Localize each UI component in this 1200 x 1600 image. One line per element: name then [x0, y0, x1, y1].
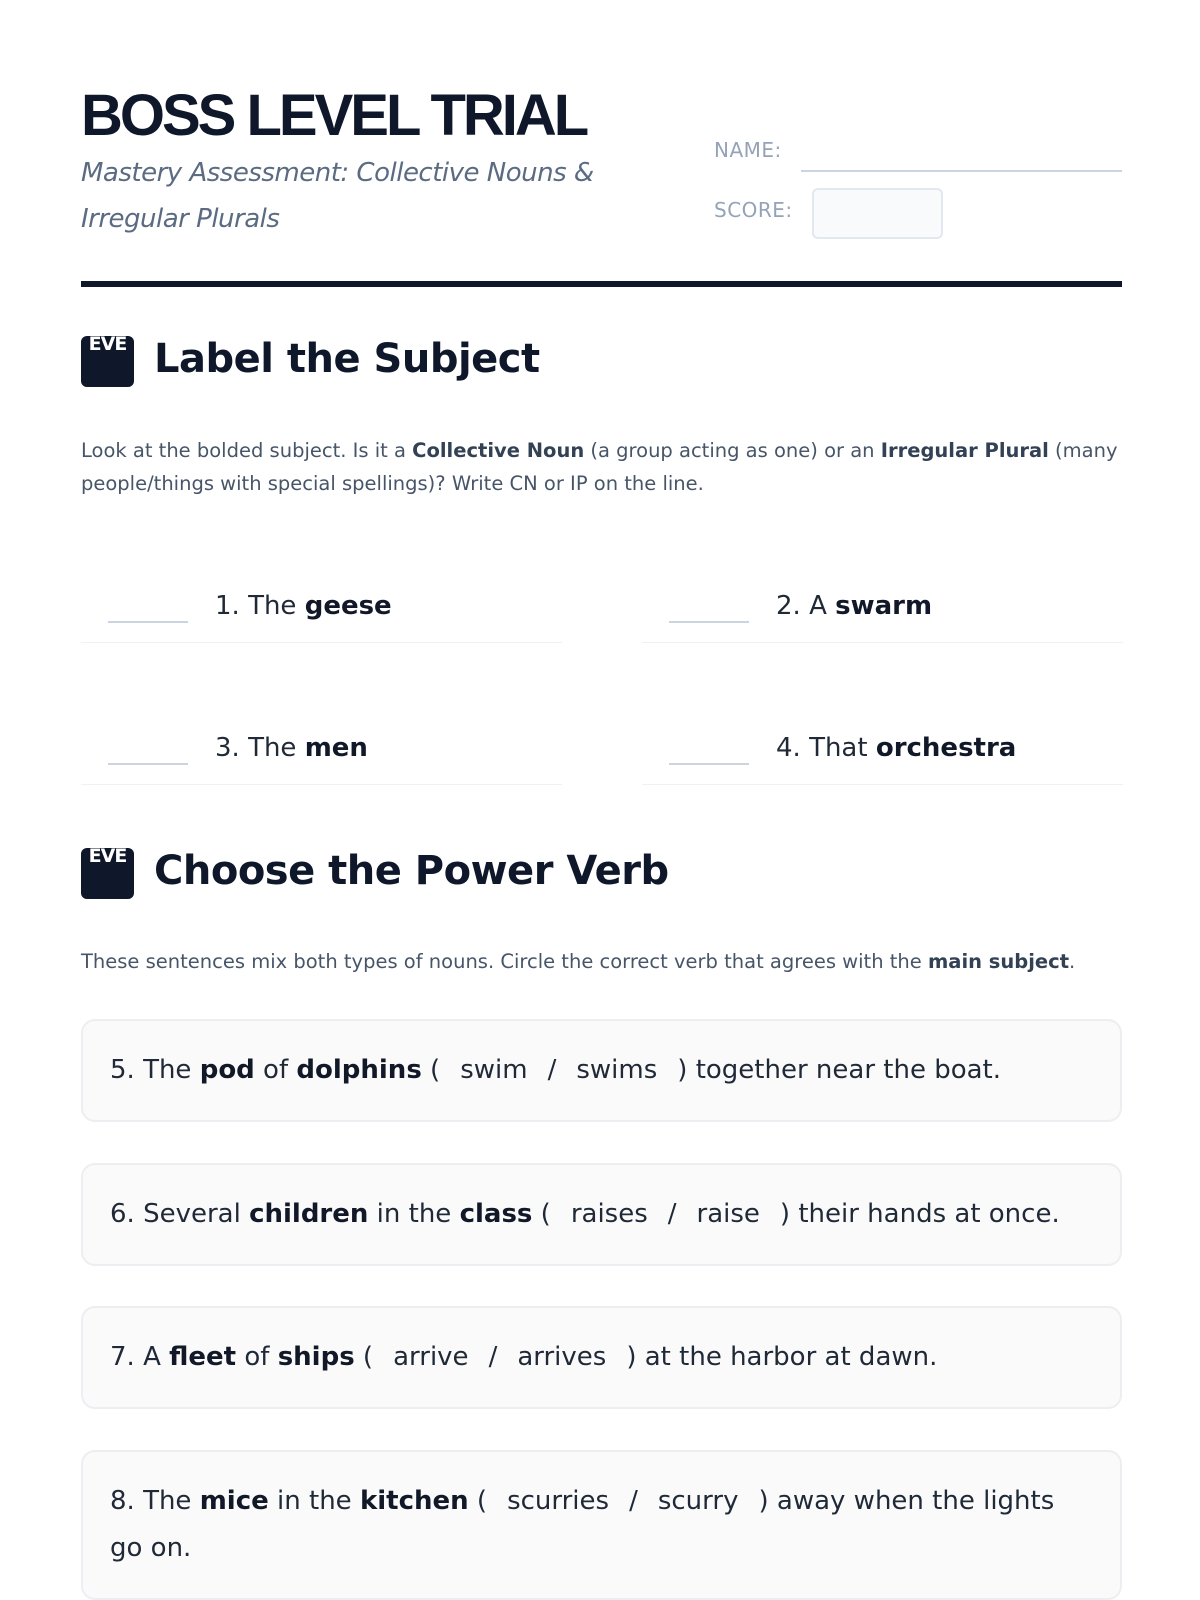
instructions-term: Collective Noun	[412, 439, 585, 462]
verb-choice-card	[81, 1450, 1122, 1600]
instructions-text: .	[1069, 950, 1076, 973]
name-field[interactable]	[801, 170, 1122, 172]
question-text	[776, 733, 1016, 763]
question-prefix: 3. The	[215, 733, 305, 763]
verb-option[interactable]: scurries	[507, 1486, 610, 1516]
question-prefix: 1. The	[215, 591, 305, 621]
option-separator: /	[629, 1486, 638, 1516]
question-item	[642, 571, 1123, 643]
question-text	[776, 591, 932, 621]
verb-choice-card	[81, 1306, 1122, 1409]
paren-open: (	[421, 1055, 441, 1085]
verb-option[interactable]: scurry	[657, 1486, 739, 1516]
sentence-text: ) at the harbor at dawn.	[626, 1342, 938, 1372]
question-text	[215, 733, 368, 763]
instructions-term: Irregular Plural	[880, 439, 1049, 462]
question-subject: swarm	[835, 591, 933, 621]
page-subtitle: Mastery Assessment: Collective Nouns & Irregular Plurals	[81, 158, 594, 234]
verb-option[interactable]: raises	[570, 1199, 648, 1229]
sentence-text: 7. A	[110, 1342, 170, 1372]
question-item	[81, 713, 562, 785]
sentence-text: ) together near the boat.	[677, 1055, 1002, 1085]
section-instructions	[81, 434, 1131, 500]
instructions-text: (a group acting as one) or an	[584, 439, 881, 462]
question-text	[215, 591, 392, 621]
option-separator: /	[547, 1055, 557, 1085]
answer-blank[interactable]	[669, 763, 749, 765]
question-subject: geese	[304, 591, 392, 621]
instructions-text: (many people/things with special spellings)? Write CN or IP on the line.	[81, 439, 1118, 495]
paren-open: (	[468, 1486, 488, 1516]
sentence-text: 6. Several	[110, 1199, 250, 1229]
sentence-text: in the	[368, 1199, 460, 1229]
level-badge-icon	[81, 336, 134, 387]
section-choose-power-verb	[81, 842, 1122, 902]
header-divider	[81, 281, 1122, 287]
verb-choice-card	[81, 1163, 1122, 1266]
worksheet-header	[81, 84, 1122, 290]
sentence-text: 8. The	[110, 1486, 200, 1516]
section-instructions	[81, 945, 1131, 978]
question-item	[81, 571, 562, 643]
question-item	[642, 713, 1123, 785]
verb-option[interactable]: swims	[576, 1055, 658, 1085]
sentence-subject: children	[249, 1199, 369, 1229]
sentence	[110, 1047, 1093, 1094]
option-separator: /	[667, 1199, 677, 1229]
sentence-subject: class	[459, 1199, 533, 1229]
paren-open: (	[532, 1199, 551, 1229]
verb-option[interactable]: arrive	[393, 1342, 469, 1372]
question-prefix: 2. A	[776, 591, 836, 621]
answer-blank[interactable]	[669, 621, 749, 623]
sentence-subject: fleet	[169, 1342, 237, 1372]
sentence-text: 5. The	[110, 1055, 200, 1085]
answer-blank[interactable]	[108, 763, 188, 765]
badge-text: EVE	[88, 848, 127, 867]
option-separator: /	[488, 1342, 498, 1372]
sentence-subject: kitchen	[359, 1486, 469, 1516]
sentence	[110, 1334, 1093, 1381]
section-title: Choose the Power Verb	[154, 848, 669, 894]
sentence-subject: pod	[199, 1055, 255, 1085]
level-badge-icon	[81, 848, 134, 899]
page-title: BOSS LEVEL TRIAL	[81, 83, 587, 148]
sentence-text: ) their hands at once.	[779, 1199, 1060, 1229]
instructions-text: Look at the bolded subject. Is it a	[81, 439, 413, 462]
sentence-subject: ships	[277, 1342, 355, 1372]
sentence-subject: dolphins	[296, 1055, 422, 1085]
sentence-text: ) away when the lights go on.	[110, 1486, 1055, 1563]
question-subject: orchestra	[875, 733, 1017, 763]
score-field[interactable]	[812, 188, 943, 239]
section-label-the-subject	[81, 330, 1122, 390]
paren-open: (	[354, 1342, 374, 1372]
verb-choice-card	[81, 1019, 1122, 1122]
score-label: SCORE:	[714, 198, 793, 222]
sentence	[110, 1478, 1093, 1572]
section-title: Label the Subject	[154, 336, 540, 382]
question-subject: men	[304, 733, 368, 763]
question-prefix: 4. That	[776, 733, 876, 763]
sentence-text: of	[254, 1055, 297, 1085]
sentence-text: in the	[268, 1486, 360, 1516]
sentence-text: of	[236, 1342, 278, 1372]
instructions-text: These sentences mix both types of nouns. Circle the correct verb that agrees with the	[81, 950, 928, 973]
name-label: NAME:	[714, 138, 782, 162]
verb-option[interactable]: arrives	[517, 1342, 607, 1372]
instructions-term: main subject	[927, 950, 1070, 973]
sentence	[110, 1191, 1093, 1238]
sentence-subject: mice	[199, 1486, 269, 1516]
answer-blank[interactable]	[108, 621, 188, 623]
badge-text: EVE	[88, 336, 127, 355]
verb-option[interactable]: swim	[460, 1055, 528, 1085]
verb-option[interactable]: raise	[696, 1199, 760, 1229]
